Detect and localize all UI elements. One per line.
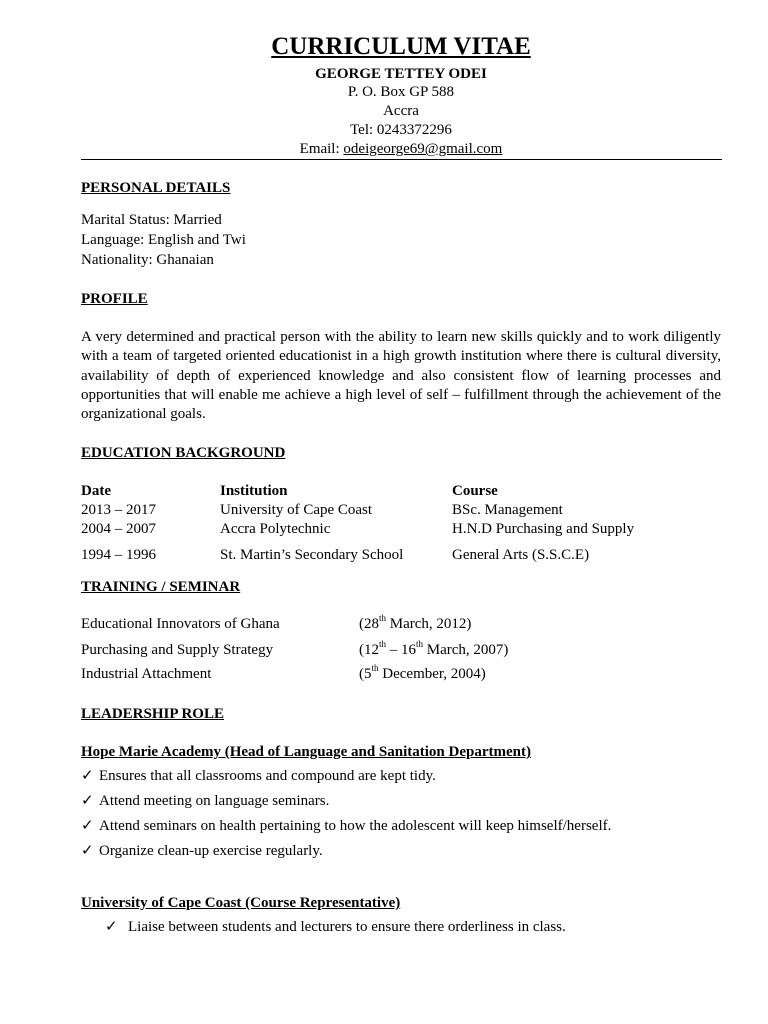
training-name: Educational Innovators of Ghana xyxy=(81,616,280,632)
education-date: 2004 – 2007 xyxy=(81,521,156,537)
role-title: University of Cape Coast (Course Representative) xyxy=(81,895,401,911)
profile-text: A very determined and practical person with the ability to learn new skills quickly and to work diligently with a team of targeted oriented educationist in a high growth institution where there is cultural diversity, availability of depth of experienced knowledge and also consistent flow of learning processes and opportunities that will enable me achieve a high level of self – fulfillment through the achievement of the organizational goals. xyxy=(81,329,721,423)
checkmark-icon: ✓ xyxy=(81,768,94,784)
education-heading: EDUCATION BACKGROUND xyxy=(81,445,286,461)
checkmark-icon: ✓ xyxy=(81,793,94,809)
personal-details-heading: PERSONAL DETAILS xyxy=(81,180,231,196)
telephone-line: Tel: 0243372296 xyxy=(350,122,452,138)
education-institution: Accra Polytechnic xyxy=(220,521,331,537)
email-link[interactable]: odeigeorge69@gmail.com xyxy=(343,141,503,157)
list-item: ✓ Liaise between students and lecturers to ensure there orderliness in class. xyxy=(105,918,566,938)
list-item: ✓ Attend meeting on language seminars. xyxy=(81,792,329,812)
language: Language: English and Twi xyxy=(81,232,246,248)
leadership-heading: LEADERSHIP ROLE xyxy=(81,706,224,722)
checkmark-icon: ✓ xyxy=(105,919,118,935)
city-line: Accra xyxy=(383,103,419,119)
checkmark-icon: ✓ xyxy=(81,843,94,859)
education-course: H.N.D Purchasing and Supply xyxy=(452,521,635,537)
document-title: CURRICULUM VITAE xyxy=(271,33,531,60)
training-date: (5th December, 2004) xyxy=(359,663,486,682)
education-institution: St. Martin’s Secondary School xyxy=(220,547,404,563)
training-date: (28th March, 2012) xyxy=(359,613,472,632)
column-header-institution: Institution xyxy=(220,483,288,499)
education-institution: University of Cape Coast xyxy=(220,502,373,518)
list-item: ✓ Ensures that all classrooms and compound are kept tidy. xyxy=(81,767,436,787)
address-line: P. O. Box GP 588 xyxy=(347,84,455,100)
email-line xyxy=(81,140,721,160)
column-header-course: Course xyxy=(452,483,498,499)
checkmark-icon: ✓ xyxy=(81,818,94,834)
training-heading: TRAINING / SEMINAR xyxy=(81,579,241,595)
list-item: ✓ Attend seminars on health pertaining to how the adolescent will keep himself/herself. xyxy=(81,817,611,837)
training-name: Purchasing and Supply Strategy xyxy=(81,642,274,658)
education-course: BSc. Management xyxy=(452,502,563,518)
applicant-name: GEORGE TETTEY ODEI xyxy=(315,66,487,82)
training-name: Industrial Attachment xyxy=(81,666,212,682)
marital-status: Marital Status: Married xyxy=(81,212,222,228)
email-label: Email: xyxy=(299,141,344,157)
nationality: Nationality: Ghanaian xyxy=(81,252,214,268)
education-course: General Arts (S.S.C.E) xyxy=(452,547,590,563)
header-divider xyxy=(81,159,722,160)
education-date: 1994 – 1996 xyxy=(81,547,156,563)
profile-heading: PROFILE xyxy=(81,291,148,307)
education-date: 2013 – 2017 xyxy=(81,502,156,518)
training-date: (12th – 16th March, 2007) xyxy=(359,639,509,658)
list-item: ✓ Organize clean-up exercise regularly. xyxy=(81,842,323,862)
role-title: Hope Marie Academy (Head of Language and Sanitation Department) xyxy=(81,744,531,760)
column-header-date: Date xyxy=(81,483,111,499)
